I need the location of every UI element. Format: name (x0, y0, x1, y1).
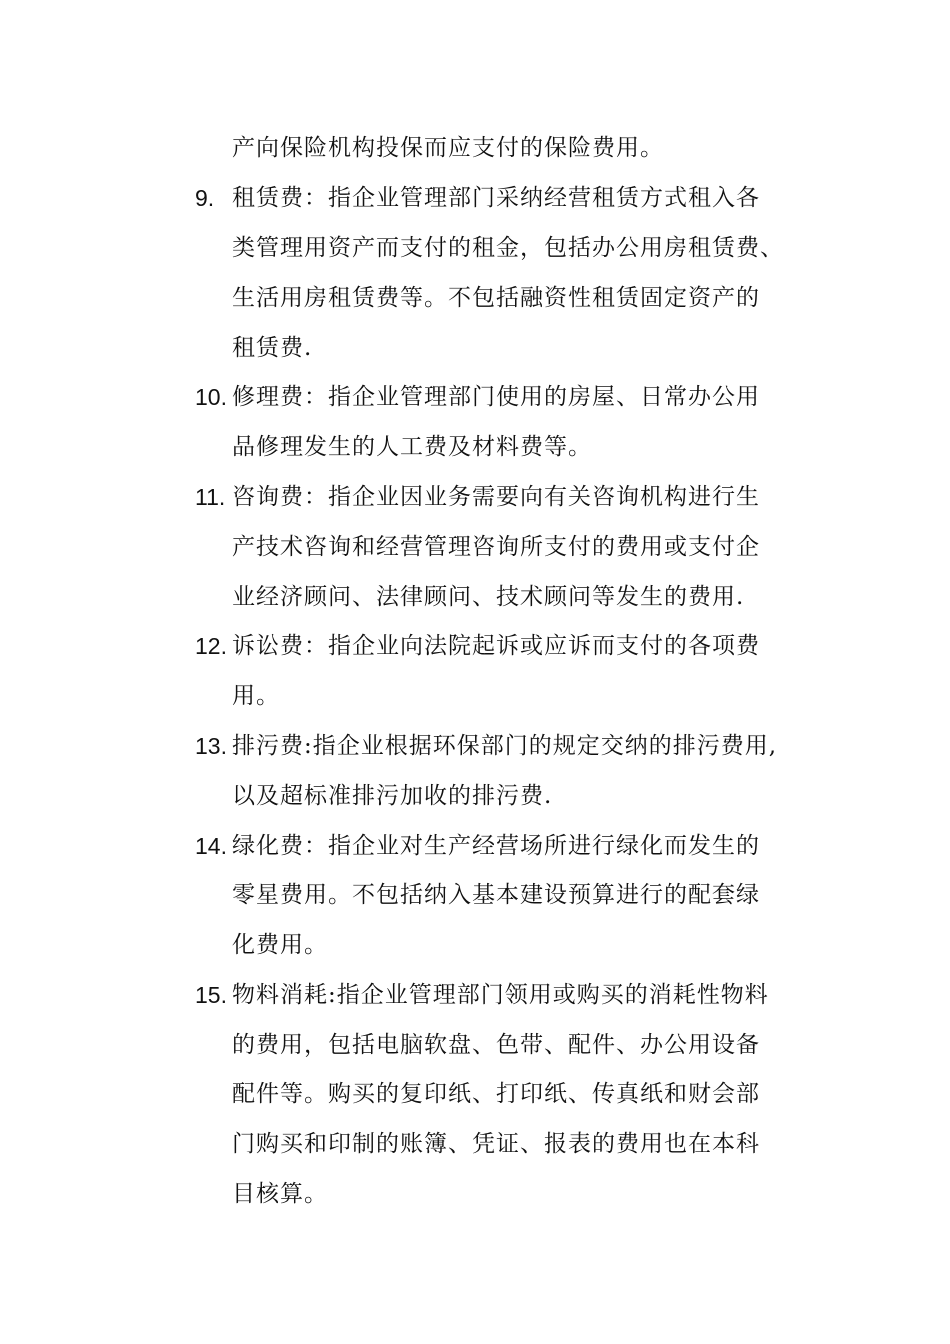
line-text: 生活用房租赁费等。不包括融资性租赁固定资产的 (232, 285, 760, 311)
text-line (0, 527, 950, 567)
text-line (0, 925, 950, 965)
line-text: 产向保险机构投保而应支付的保险费用。 (232, 135, 664, 161)
text-line (0, 228, 950, 268)
text-line (0, 1074, 950, 1114)
line-text: 租赁费：指企业管理部门采纳经营租赁方式租入各 (232, 185, 760, 211)
line-text: 用。 (232, 683, 280, 709)
line-text: 零星费用。不包括纳入基本建设预算进行的配套绿 (232, 882, 760, 908)
line-text: 租赁费. (232, 335, 313, 361)
text-line (0, 1174, 950, 1214)
line-text: 品修理发生的人工费及材料费等。 (232, 434, 592, 460)
line-text: 产技术咨询和经营管理咨询所支付的费用或支付企 (232, 534, 760, 560)
item-number: 14. (195, 833, 227, 859)
line-text: 以及超标准排污加收的排污费. (232, 783, 553, 809)
text-line (0, 178, 950, 218)
line-text: 配件等。购买的复印纸、打印纸、传真纸和财会部 (232, 1081, 760, 1107)
item-number: 11. (195, 484, 226, 510)
text-line (0, 776, 950, 816)
line-text: 绿化费：指企业对生产经营场所进行绿化而发生的 (232, 833, 760, 859)
text-line (0, 826, 950, 866)
item-number: 15. (195, 982, 227, 1008)
text-line (0, 626, 950, 666)
text-line (0, 278, 950, 318)
text-line (0, 377, 950, 417)
text-line (0, 427, 950, 467)
line-text: 化费用。 (232, 932, 328, 958)
item-number: 13. (195, 733, 227, 759)
text-line (0, 1025, 950, 1065)
text-line (0, 328, 950, 368)
text-line (0, 477, 950, 517)
line-text: 排污费:指企业根据环保部门的规定交纳的排污费用, (232, 733, 778, 759)
text-line (0, 577, 950, 617)
text-line (0, 726, 950, 766)
line-text: 业经济顾问、法律顾问、技术顾问等发生的费用. (232, 584, 745, 610)
line-text: 类管理用资产而支付的租金，包括办公用房租赁费、 (232, 235, 784, 261)
line-text: 诉讼费：指企业向法院起诉或应诉而支付的各项费 (232, 633, 760, 659)
text-line (0, 676, 950, 716)
line-text: 的费用，包括电脑软盘、色带、配件、办公用设备 (232, 1032, 760, 1058)
line-text: 咨询费：指企业因业务需要向有关咨询机构进行生 (232, 484, 760, 510)
line-text: 物料消耗:指企业管理部门领用或购买的消耗性物料 (232, 982, 769, 1008)
text-line (0, 1124, 950, 1164)
line-text: 门购买和印制的账簿、凭证、报表的费用也在本科 (232, 1131, 760, 1157)
text-line (0, 975, 950, 1015)
item-number: 9. (195, 185, 215, 211)
line-text: 修理费：指企业管理部门使用的房屋、日常办公用 (232, 384, 760, 410)
text-line (0, 875, 950, 915)
item-number: 10. (195, 384, 227, 410)
text-line (0, 128, 950, 168)
item-number: 12. (195, 633, 227, 659)
line-text: 目核算。 (232, 1181, 328, 1207)
